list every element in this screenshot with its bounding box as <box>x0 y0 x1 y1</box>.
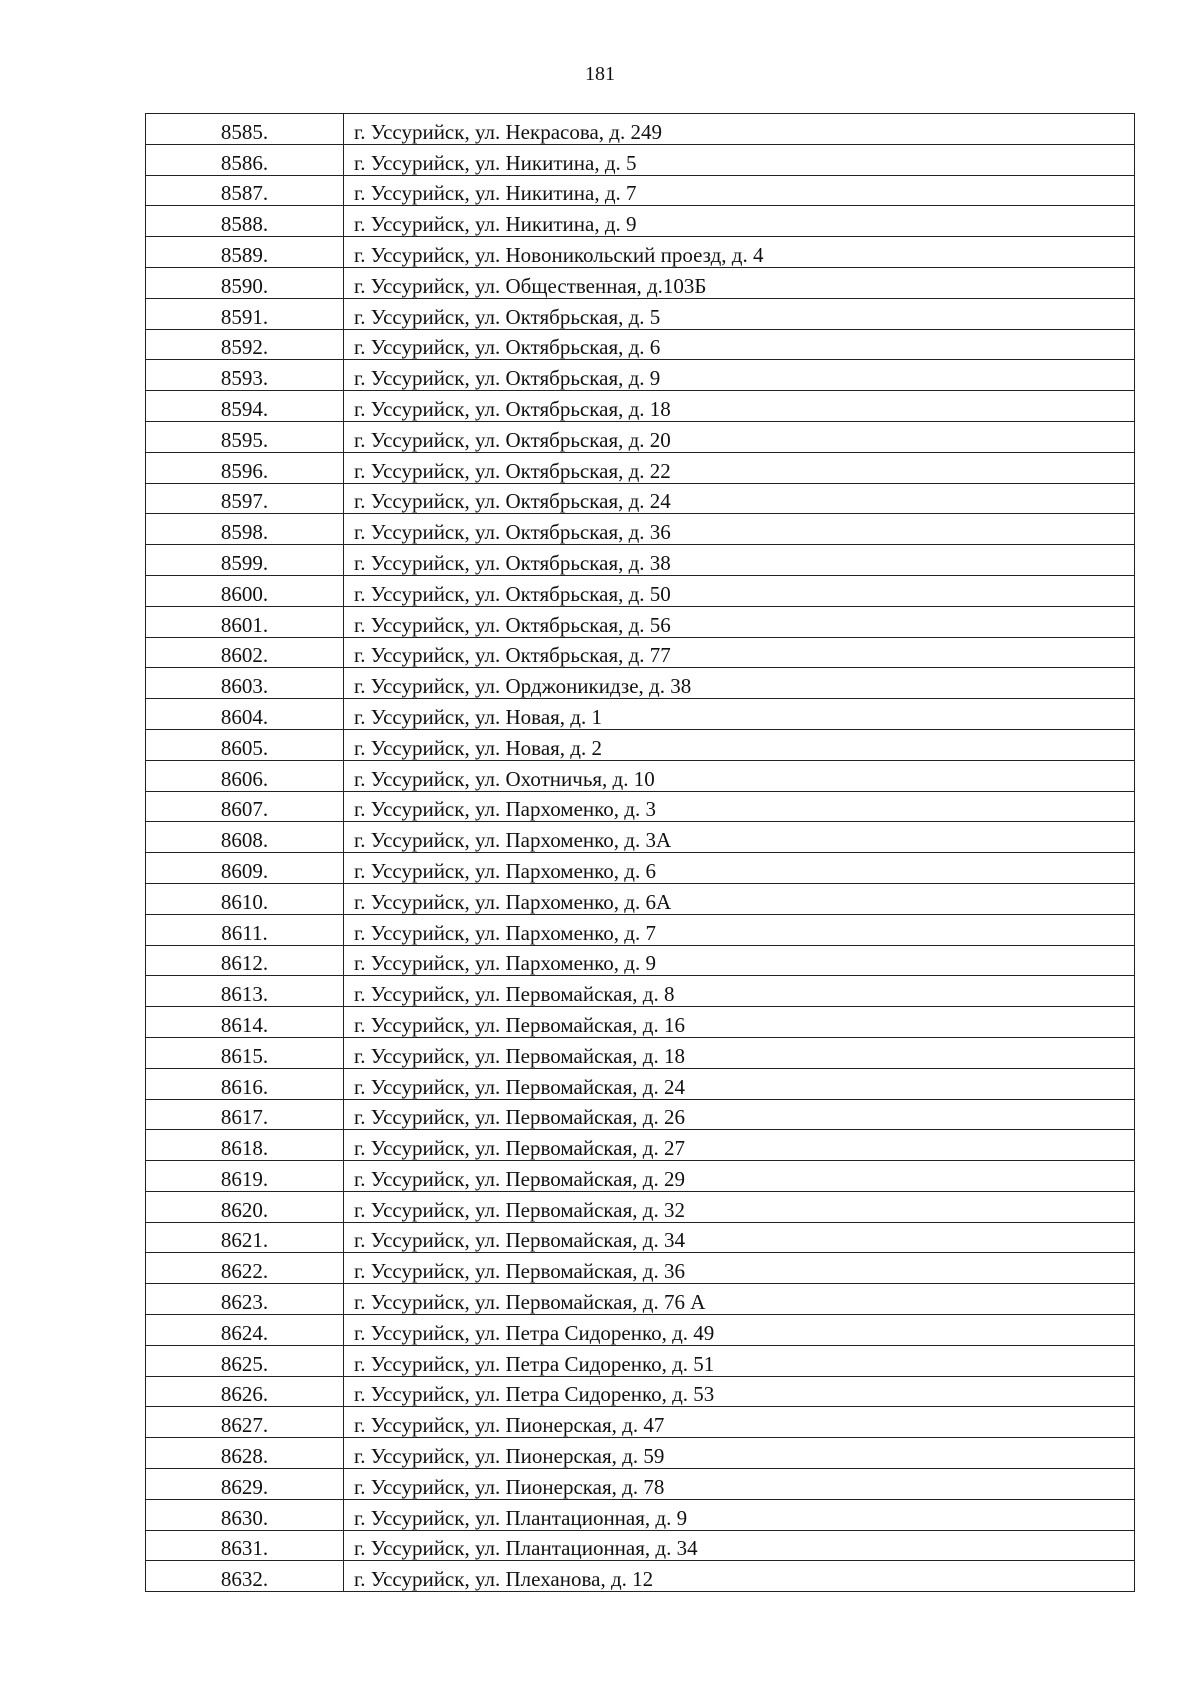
row-number-cell <box>146 267 344 298</box>
row-number: 8606. <box>220 766 269 791</box>
address-cell <box>344 1561 1135 1592</box>
address-text: г. Уссурийск, ул. Никитина, д. 5 <box>354 150 637 175</box>
address-cell <box>344 637 1135 668</box>
address-cell <box>344 729 1135 760</box>
address-text: г. Уссурийск, ул. Октябрьская, д. 5 <box>354 304 661 329</box>
address-cell <box>344 1161 1135 1192</box>
row-number: 8610. <box>220 889 269 914</box>
address-text: г. Уссурийск, ул. Октябрьская, д. 6 <box>354 335 661 360</box>
table-row <box>146 1407 1135 1438</box>
row-number: 8591. <box>220 304 269 329</box>
address-text: г. Уссурийск, ул. Плантационная, д. 34 <box>354 1536 698 1561</box>
row-number: 8608. <box>220 828 269 853</box>
row-number: 8611. <box>221 920 268 945</box>
row-number-cell <box>146 729 344 760</box>
row-number-cell <box>146 1222 344 1253</box>
row-number: 8586. <box>220 150 269 175</box>
row-number: 8616. <box>220 1074 269 1099</box>
address-text: г. Уссурийск, ул. Пархоменко, д. 3А <box>354 828 672 853</box>
row-number: 8590. <box>220 273 269 298</box>
address-text: г. Уссурийск, ул. Пархоменко, д. 6А <box>354 889 672 914</box>
row-number: 8585. <box>220 119 269 144</box>
address-cell <box>344 1438 1135 1469</box>
address-cell <box>344 1530 1135 1561</box>
row-number-cell <box>146 1315 344 1346</box>
address-cell <box>344 699 1135 730</box>
address-text: г. Уссурийск, ул. Пархоменко, д. 7 <box>354 920 656 945</box>
row-number-cell <box>146 391 344 422</box>
row-number: 8620. <box>220 1197 269 1222</box>
row-number-cell <box>146 1130 344 1161</box>
table-row <box>146 637 1135 668</box>
address-text: г. Уссурийск, ул. Пионерская, д. 47 <box>354 1413 665 1438</box>
table-row <box>146 421 1135 452</box>
row-number-cell <box>146 298 344 329</box>
row-number-cell <box>146 329 344 360</box>
row-number-cell <box>146 853 344 884</box>
address-text: г. Уссурийск, ул. Первомайская, д. 24 <box>354 1074 685 1099</box>
row-number-cell <box>146 883 344 914</box>
row-number-cell <box>146 1284 344 1315</box>
address-text: г. Уссурийск, ул. Октябрьская, д. 77 <box>354 643 671 668</box>
table-row <box>146 575 1135 606</box>
row-number-cell <box>146 1037 344 1068</box>
address-text: г. Уссурийск, ул. Первомайская, д. 34 <box>354 1228 685 1253</box>
table-row <box>146 729 1135 760</box>
address-cell <box>344 668 1135 699</box>
address-cell <box>344 483 1135 514</box>
address-text: г. Уссурийск, ул. Петра Сидоренко, д. 49 <box>354 1320 715 1345</box>
address-table <box>145 113 1135 1592</box>
address-cell <box>344 1407 1135 1438</box>
address-text: г. Уссурийск, ул. Некрасова, д. 249 <box>354 119 662 144</box>
row-number-cell <box>146 1253 344 1284</box>
address-cell <box>344 791 1135 822</box>
table-row <box>146 1191 1135 1222</box>
table-row <box>146 1253 1135 1284</box>
table-row <box>146 1499 1135 1530</box>
row-number: 8593. <box>220 366 269 391</box>
address-cell <box>344 883 1135 914</box>
row-number: 8612. <box>220 951 269 976</box>
address-cell <box>344 1253 1135 1284</box>
row-number: 8601. <box>220 612 269 637</box>
table-row <box>146 914 1135 945</box>
row-number-cell <box>146 1007 344 1038</box>
row-number: 8630. <box>220 1505 269 1530</box>
row-number-cell <box>146 1161 344 1192</box>
table-row <box>146 1438 1135 1469</box>
row-number: 8621. <box>220 1228 269 1253</box>
address-text: г. Уссурийск, ул. Никитина, д. 7 <box>354 181 637 206</box>
row-number-cell <box>146 144 344 175</box>
row-number: 8626. <box>220 1382 269 1407</box>
address-text: г. Уссурийск, ул. Октябрьская, д. 38 <box>354 550 671 575</box>
address-text: г. Уссурийск, ул. Октябрьская, д. 9 <box>354 366 661 391</box>
address-cell <box>344 514 1135 545</box>
address-text: г. Уссурийск, ул. Петра Сидоренко, д. 51 <box>354 1351 715 1376</box>
table-row <box>146 360 1135 391</box>
address-text: г. Уссурийск, ул. Октябрьская, д. 24 <box>354 489 671 514</box>
row-number-cell <box>146 1068 344 1099</box>
address-text: г. Уссурийск, ул. Новая, д. 2 <box>354 735 602 760</box>
row-number-cell <box>146 760 344 791</box>
table-row <box>146 791 1135 822</box>
table-row <box>146 606 1135 637</box>
row-number: 8614. <box>220 1012 269 1037</box>
address-cell <box>344 144 1135 175</box>
row-number: 8609. <box>220 858 269 883</box>
row-number: 8607. <box>220 797 269 822</box>
row-number-cell <box>146 1345 344 1376</box>
address-text: г. Уссурийск, ул. Пархоменко, д. 9 <box>354 951 656 976</box>
row-number: 8624. <box>220 1320 269 1345</box>
address-cell <box>344 1315 1135 1346</box>
table-row <box>146 1561 1135 1592</box>
table-row <box>146 1161 1135 1192</box>
row-number-cell <box>146 1499 344 1530</box>
row-number: 8589. <box>220 242 269 267</box>
row-number: 8622. <box>220 1259 269 1284</box>
address-text: г. Уссурийск, ул. Октябрьская, д. 18 <box>354 396 671 421</box>
row-number: 8613. <box>220 982 269 1007</box>
row-number-cell <box>146 1530 344 1561</box>
address-cell <box>344 175 1135 206</box>
address-cell <box>344 914 1135 945</box>
address-cell <box>344 421 1135 452</box>
table-row <box>146 822 1135 853</box>
row-number-cell <box>146 545 344 576</box>
address-text: г. Уссурийск, ул. Пионерская, д. 78 <box>354 1474 665 1499</box>
address-text: г. Уссурийск, ул. Октябрьская, д. 56 <box>354 612 671 637</box>
table-row <box>146 1068 1135 1099</box>
address-cell <box>344 298 1135 329</box>
table-row <box>146 267 1135 298</box>
row-number: 8599. <box>220 550 269 575</box>
address-text: г. Уссурийск, ул. Никитина, д. 9 <box>354 212 637 237</box>
row-number: 8594. <box>220 396 269 421</box>
address-text: г. Уссурийск, ул. Первомайская, д. 29 <box>354 1166 685 1191</box>
table-row <box>146 883 1135 914</box>
address-cell <box>344 575 1135 606</box>
table-row <box>146 206 1135 237</box>
row-number-cell <box>146 1099 344 1130</box>
address-text: г. Уссурийск, ул. Октябрьская, д. 22 <box>354 458 671 483</box>
table-row <box>146 298 1135 329</box>
row-number: 8631. <box>220 1536 269 1561</box>
address-cell <box>344 114 1135 145</box>
row-number: 8595. <box>220 427 269 452</box>
address-cell <box>344 945 1135 976</box>
address-text: г. Уссурийск, ул. Первомайская, д. 27 <box>354 1136 685 1161</box>
address-cell <box>344 976 1135 1007</box>
address-cell <box>344 853 1135 884</box>
row-number-cell <box>146 976 344 1007</box>
row-number: 8627. <box>220 1413 269 1438</box>
table-row <box>146 853 1135 884</box>
row-number-cell <box>146 914 344 945</box>
row-number-cell <box>146 699 344 730</box>
address-text: г. Уссурийск, ул. Первомайская, д. 32 <box>354 1197 685 1222</box>
row-number: 8588. <box>220 212 269 237</box>
row-number-cell <box>146 1438 344 1469</box>
row-number-cell <box>146 822 344 853</box>
table-row <box>146 483 1135 514</box>
table-row <box>146 1530 1135 1561</box>
address-text: г. Уссурийск, ул. Орджоникидзе, д. 38 <box>354 674 692 699</box>
address-text: г. Уссурийск, ул. Пионерская, д. 59 <box>354 1444 665 1469</box>
address-cell <box>344 1037 1135 1068</box>
table-row <box>146 1130 1135 1161</box>
address-cell <box>344 1007 1135 1038</box>
row-number-cell <box>146 1561 344 1592</box>
table-row <box>146 545 1135 576</box>
row-number-cell <box>146 514 344 545</box>
row-number: 8615. <box>220 1043 269 1068</box>
table-row <box>146 1469 1135 1500</box>
table-row <box>146 1222 1135 1253</box>
address-text: г. Уссурийск, ул. Плантационная, д. 9 <box>354 1505 688 1530</box>
address-cell <box>344 1499 1135 1530</box>
address-text: г. Уссурийск, ул. Первомайская, д. 36 <box>354 1259 685 1284</box>
address-cell <box>344 237 1135 268</box>
table-row <box>146 114 1135 145</box>
row-number-cell <box>146 452 344 483</box>
address-cell <box>344 1068 1135 1099</box>
address-cell <box>344 760 1135 791</box>
address-cell <box>344 1376 1135 1407</box>
address-cell <box>344 206 1135 237</box>
address-cell <box>344 1469 1135 1500</box>
table-row <box>146 1345 1135 1376</box>
row-number-cell <box>146 637 344 668</box>
row-number: 8617. <box>220 1105 269 1130</box>
address-text: г. Уссурийск, ул. Петра Сидоренко, д. 53 <box>354 1382 715 1407</box>
address-cell <box>344 1130 1135 1161</box>
row-number: 8598. <box>220 520 269 545</box>
address-text: г. Уссурийск, ул. Первомайская, д. 8 <box>354 982 675 1007</box>
table-row <box>146 668 1135 699</box>
address-text: г. Уссурийск, ул. Октябрьская, д. 20 <box>354 427 671 452</box>
address-cell <box>344 545 1135 576</box>
address-cell <box>344 452 1135 483</box>
page-number: 181 <box>585 63 615 85</box>
address-cell <box>344 822 1135 853</box>
row-number-cell <box>146 360 344 391</box>
table-row <box>146 1284 1135 1315</box>
address-text: г. Уссурийск, ул. Плеханова, д. 12 <box>354 1567 654 1592</box>
row-number-cell <box>146 791 344 822</box>
table-row <box>146 391 1135 422</box>
row-number-cell <box>146 175 344 206</box>
table-row <box>146 945 1135 976</box>
row-number-cell <box>146 421 344 452</box>
row-number: 8603. <box>220 674 269 699</box>
address-cell <box>344 391 1135 422</box>
address-cell <box>344 1099 1135 1130</box>
row-number: 8597. <box>220 489 269 514</box>
table-row <box>146 1007 1135 1038</box>
row-number-cell <box>146 1376 344 1407</box>
address-text: г. Уссурийск, ул. Общественная, д.103Б <box>354 273 707 298</box>
table-row <box>146 1315 1135 1346</box>
row-number: 8619. <box>220 1166 269 1191</box>
row-number-cell <box>146 668 344 699</box>
row-number: 8632. <box>220 1567 269 1592</box>
row-number: 8623. <box>220 1290 269 1315</box>
address-text: г. Уссурийск, ул. Первомайская, д. 18 <box>354 1043 685 1068</box>
address-cell <box>344 329 1135 360</box>
row-number-cell <box>146 606 344 637</box>
address-text: г. Уссурийск, ул. Новоникольский проезд, д. 4 <box>354 242 764 267</box>
table-row <box>146 1099 1135 1130</box>
address-cell <box>344 606 1135 637</box>
table-row <box>146 329 1135 360</box>
address-table-body <box>146 114 1135 1592</box>
address-cell <box>344 1284 1135 1315</box>
address-text: г. Уссурийск, ул. Пархоменко, д. 3 <box>354 797 656 822</box>
row-number: 8605. <box>220 735 269 760</box>
table-row <box>146 1376 1135 1407</box>
address-text: г. Уссурийск, ул. Пархоменко, д. 6 <box>354 858 656 883</box>
address-cell <box>344 1345 1135 1376</box>
row-number-cell <box>146 114 344 145</box>
address-text: г. Уссурийск, ул. Октябрьская, д. 50 <box>354 581 671 606</box>
table-row <box>146 175 1135 206</box>
row-number: 8625. <box>220 1351 269 1376</box>
table-row <box>146 452 1135 483</box>
address-text: г. Уссурийск, ул. Охотничья, д. 10 <box>354 766 655 791</box>
row-number-cell <box>146 945 344 976</box>
table-row <box>146 976 1135 1007</box>
row-number-cell <box>146 1191 344 1222</box>
address-cell <box>344 1191 1135 1222</box>
address-cell <box>344 267 1135 298</box>
row-number-cell <box>146 483 344 514</box>
row-number: 8592. <box>220 335 269 360</box>
address-text: г. Уссурийск, ул. Первомайская, д. 16 <box>354 1012 685 1037</box>
row-number: 8602. <box>220 643 269 668</box>
table-row <box>146 237 1135 268</box>
row-number: 8628. <box>220 1444 269 1469</box>
address-text: г. Уссурийск, ул. Октябрьская, д. 36 <box>354 520 671 545</box>
row-number-cell <box>146 575 344 606</box>
row-number-cell <box>146 206 344 237</box>
row-number: 8587. <box>220 181 269 206</box>
address-cell <box>344 360 1135 391</box>
table-row <box>146 144 1135 175</box>
table-row <box>146 760 1135 791</box>
address-text: г. Уссурийск, ул. Новая, д. 1 <box>354 704 602 729</box>
table-row <box>146 1037 1135 1068</box>
row-number: 8600. <box>220 581 269 606</box>
row-number: 8618. <box>220 1136 269 1161</box>
row-number: 8596. <box>220 458 269 483</box>
table-row <box>146 514 1135 545</box>
row-number: 8604. <box>220 704 269 729</box>
address-cell <box>344 1222 1135 1253</box>
address-text: г. Уссурийск, ул. Первомайская, д. 26 <box>354 1105 685 1130</box>
table-row <box>146 699 1135 730</box>
row-number-cell <box>146 1407 344 1438</box>
row-number-cell <box>146 1469 344 1500</box>
row-number-cell <box>146 237 344 268</box>
address-text: г. Уссурийск, ул. Первомайская, д. 76 А <box>354 1290 706 1315</box>
row-number: 8629. <box>220 1474 269 1499</box>
